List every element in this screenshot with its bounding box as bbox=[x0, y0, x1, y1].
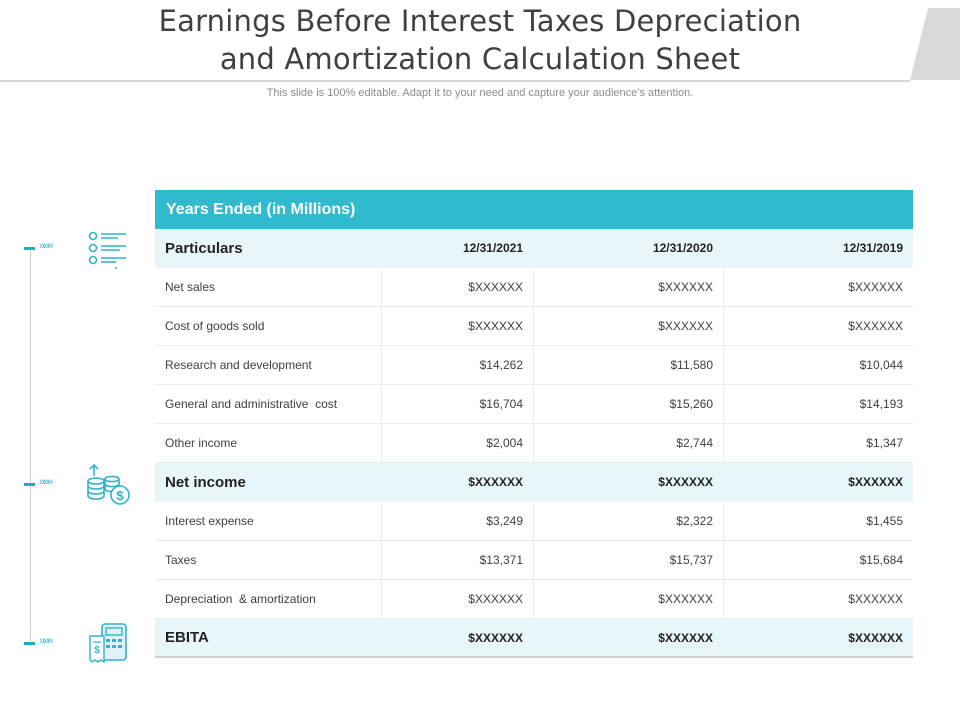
table-row bbox=[155, 541, 913, 580]
table-cell: $XXXXXX bbox=[534, 463, 724, 501]
table-cell: $1,455 bbox=[866, 514, 903, 528]
table-cell: $XXXXXX bbox=[848, 630, 903, 645]
table-cell: $XXXXXX bbox=[848, 280, 903, 294]
ebita-row bbox=[155, 619, 913, 658]
table-cell: $XXXXXX bbox=[534, 580, 724, 618]
row-label: EBITA bbox=[155, 619, 382, 656]
list-icon bbox=[86, 228, 130, 270]
table-cell: $XXXXXX bbox=[534, 268, 724, 306]
page-title bbox=[0, 2, 960, 78]
table-cell: $XXXXXX bbox=[848, 475, 903, 489]
table-cell: $16,704 bbox=[382, 385, 534, 423]
table-cell: $XXXXXX bbox=[848, 592, 903, 606]
table-cell: $11,580 bbox=[534, 346, 724, 384]
title-line-2: and Amortization Calculation Sheet bbox=[219, 42, 741, 76]
svg-text:$: $ bbox=[116, 488, 124, 503]
row-label: Other income bbox=[155, 424, 382, 462]
row-label: Research and development bbox=[155, 346, 382, 384]
row-label: Depreciation & amortization bbox=[155, 580, 382, 618]
row-label: Cost of goods sold bbox=[155, 307, 382, 345]
calculator-receipt-icon bbox=[86, 620, 132, 666]
table-cell: $XXXXXX bbox=[382, 463, 534, 501]
table-cell: $15,260 bbox=[534, 385, 724, 423]
table-row bbox=[155, 346, 913, 385]
title-line-1: Earnings Before Interest Taxes Depreciation bbox=[158, 4, 802, 38]
row-label: Net income bbox=[155, 463, 382, 501]
svg-text:$: $ bbox=[94, 645, 100, 656]
table-row bbox=[155, 580, 913, 619]
table-cell: $14,262 bbox=[382, 346, 534, 384]
table-cell: $XXXXXX bbox=[534, 619, 724, 656]
column-header: Particulars bbox=[155, 229, 382, 267]
title-divider bbox=[0, 80, 910, 82]
table-row bbox=[155, 307, 913, 346]
table-cell: $2,004 bbox=[382, 424, 534, 462]
table-cell: $XXXXXX bbox=[534, 307, 724, 345]
table-cell: $13,371 bbox=[382, 541, 534, 579]
table-row bbox=[155, 385, 913, 424]
timeline-dash bbox=[24, 642, 35, 645]
row-label: Taxes bbox=[155, 541, 382, 579]
row-label: General and administrative cost bbox=[155, 385, 382, 423]
ebitda-table bbox=[155, 190, 913, 658]
table-row bbox=[155, 424, 913, 463]
table-cell: $15,737 bbox=[534, 541, 724, 579]
column-header: 12/31/2020 bbox=[534, 229, 724, 267]
corner-decoration bbox=[910, 8, 960, 80]
table-cell: $10,044 bbox=[859, 358, 903, 372]
net-income-row bbox=[155, 463, 913, 502]
coins-dollar-icon bbox=[84, 462, 132, 508]
column-header: 12/31/2019 bbox=[842, 241, 903, 255]
chevrons-icon: »»» bbox=[39, 635, 52, 647]
table-row bbox=[155, 268, 913, 307]
timeline-dash bbox=[24, 247, 35, 250]
table-cell: $XXXXXX bbox=[848, 319, 903, 333]
column-header-row bbox=[155, 229, 913, 268]
table-cell: $XXXXXX bbox=[382, 268, 534, 306]
row-label: Net sales bbox=[155, 268, 382, 306]
chevrons-icon: »»» bbox=[39, 240, 52, 252]
chevrons-icon: »»» bbox=[39, 476, 52, 488]
table-cell: $15,684 bbox=[859, 553, 903, 567]
table-header: Years Ended (in Millions) bbox=[155, 190, 913, 229]
table-row bbox=[155, 502, 913, 541]
table-cell: $2,322 bbox=[534, 502, 724, 540]
table-cell: $XXXXXX bbox=[382, 580, 534, 618]
table-cell: $3,249 bbox=[382, 502, 534, 540]
table-cell: $14,193 bbox=[859, 397, 903, 411]
subtitle: This slide is 100% editable. Adapt it to your need and capture your audience’s attention. bbox=[266, 87, 694, 99]
table-cell: $XXXXXX bbox=[382, 307, 534, 345]
table-cell: $1,347 bbox=[866, 436, 903, 450]
table-cell: $2,744 bbox=[534, 424, 724, 462]
table-cell: $XXXXXX bbox=[382, 619, 534, 656]
column-header: 12/31/2021 bbox=[382, 229, 534, 267]
row-label: Interest expense bbox=[155, 502, 382, 540]
timeline-dash bbox=[24, 483, 35, 486]
timeline-line bbox=[30, 248, 31, 646]
